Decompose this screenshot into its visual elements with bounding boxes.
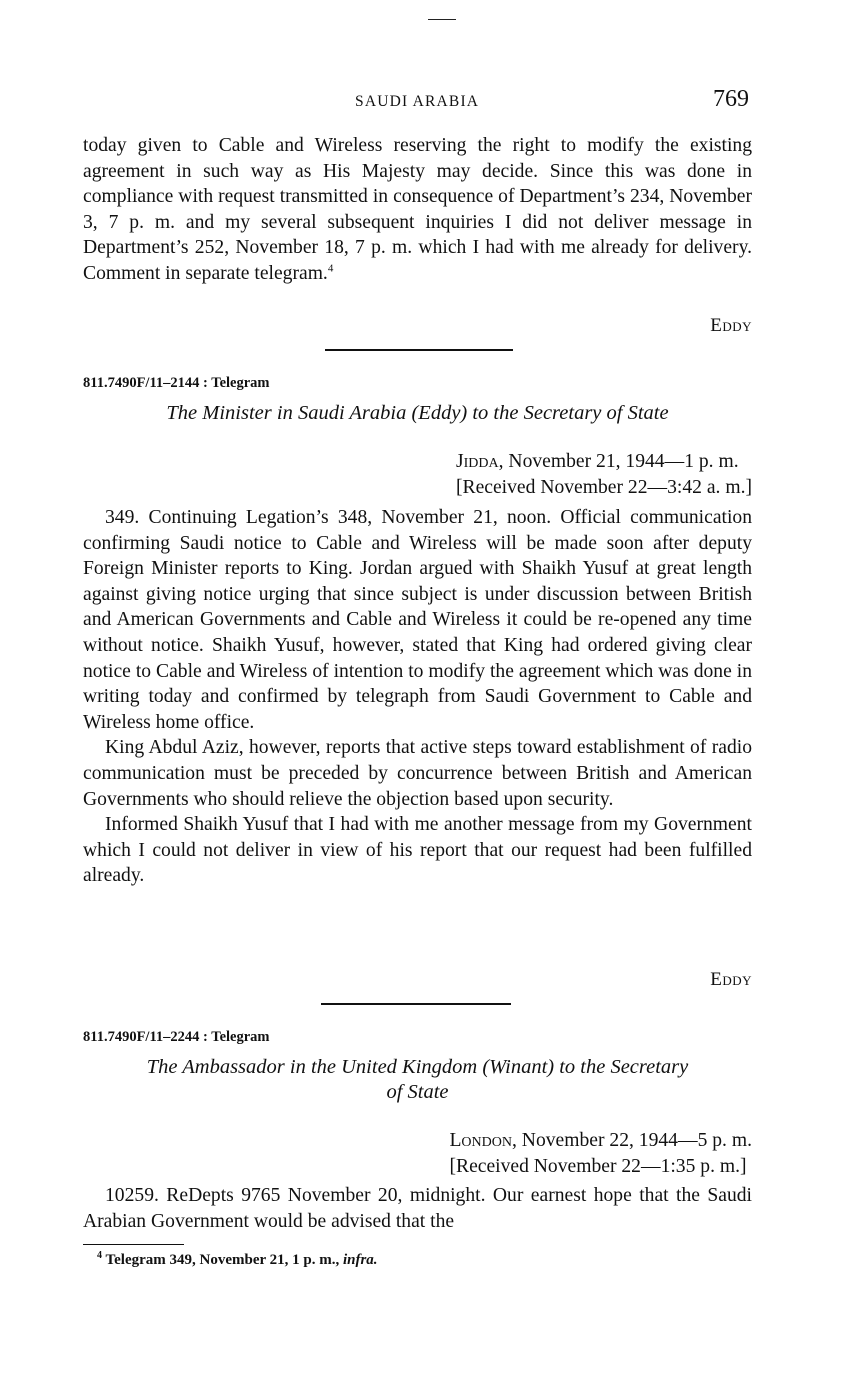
- footnote-rule: [83, 1244, 184, 1245]
- doc1-dateline: [456, 449, 752, 500]
- footnote-ref: 4: [327, 262, 334, 275]
- doc2-received: [Received November 22—1:35 p. m.]: [449, 1155, 747, 1177]
- doc2-heading: [83, 1055, 752, 1105]
- doc2-date: , November 22, 1944—5 p. m.: [512, 1130, 752, 1151]
- continued-paragraph-block: [83, 133, 752, 287]
- doc2-heading-line-2: of State: [386, 1081, 449, 1103]
- doc1-body: [83, 505, 752, 889]
- continued-paragraph: today given to Cable and Wireless reserving the right to modify the existing agreement in such way as His Majesty may decide. Since this was done in compliance with request transmitted in consequence of Department’s 234, November 3, 7 p. m. and my several subsequent inquiries I did not deliver message in Department’s 252, November 18, 7 p. m. which I had with me already for delivery. Comment in separate telegram.: [83, 135, 752, 284]
- page-number: 769: [713, 86, 749, 112]
- doc1-paragraph-3: Informed Shaikh Yusuf that I had with me another message from my Government which I could not deliver in view of his report that our request had been fulfilled already.: [83, 814, 752, 887]
- signature-eddy-2: Eddy: [710, 969, 752, 990]
- doc1-place: Jidda: [456, 451, 499, 472]
- doc1-paragraph-1: 349. Continuing Legation’s 348, November 21, noon. Official communication confirming Saudi notice to Cable and Wireless will be made soon after deputy Foreign Minister reports to King. Jordan argued with Shaikh Yusuf at great length against giving notice urging that since subject is under discussion between British and American Governments and Cable and Wireless it could be re-opened any time without notice. Shaikh Yusuf, however, stated that King had ordered giving clear notice to Cable and Wireless of intention to modify the agreement which was done in writing today and confirmed by telegraph from Saudi Government to Cable and Wireless home office.: [83, 507, 752, 733]
- running-head: SAUDI ARABIA: [355, 93, 480, 110]
- section-divider: [321, 1003, 511, 1005]
- doc2-place: London: [449, 1130, 512, 1151]
- footnote-italic: infra.: [342, 1252, 378, 1268]
- doc1-date: , November 21, 1944—1 p. m.: [498, 451, 739, 472]
- doc1-paragraph-2: King Abdul Aziz, however, reports that active steps toward establishment of radio communication must be preceded by concurrence between British and American Governments who should relieve the objection based upon security.: [83, 737, 752, 810]
- doc2-paragraph-1: 10259. ReDepts 9765 November 20, midnight. Our earnest hope that the Saudi Arabian Government would be advised that the: [83, 1185, 752, 1232]
- top-mark: [428, 19, 456, 20]
- doc2-heading-line-1: The Ambassador in the United Kingdom (Winant) to the Secretary: [146, 1056, 689, 1078]
- section-divider: [325, 349, 513, 351]
- file-code-1: 811.7490F/11–2144 : Telegram: [83, 375, 270, 391]
- doc1-heading: The Minister in Saudi Arabia (Eddy) to the Secretary of State: [166, 402, 669, 424]
- footnote-text: Telegram 349, November 21, 1 p. m.,: [105, 1252, 343, 1268]
- doc2-dateline: [449, 1128, 752, 1179]
- file-code-2: 811.7490F/11–2244 : Telegram: [83, 1029, 270, 1045]
- signature-eddy-1: Eddy: [710, 315, 752, 336]
- doc1-received: [Received November 22—3:42 a. m.]: [456, 476, 752, 498]
- doc2-body: [83, 1183, 752, 1234]
- footnote: [97, 1252, 378, 1269]
- footnote-number: 4: [97, 1250, 102, 1261]
